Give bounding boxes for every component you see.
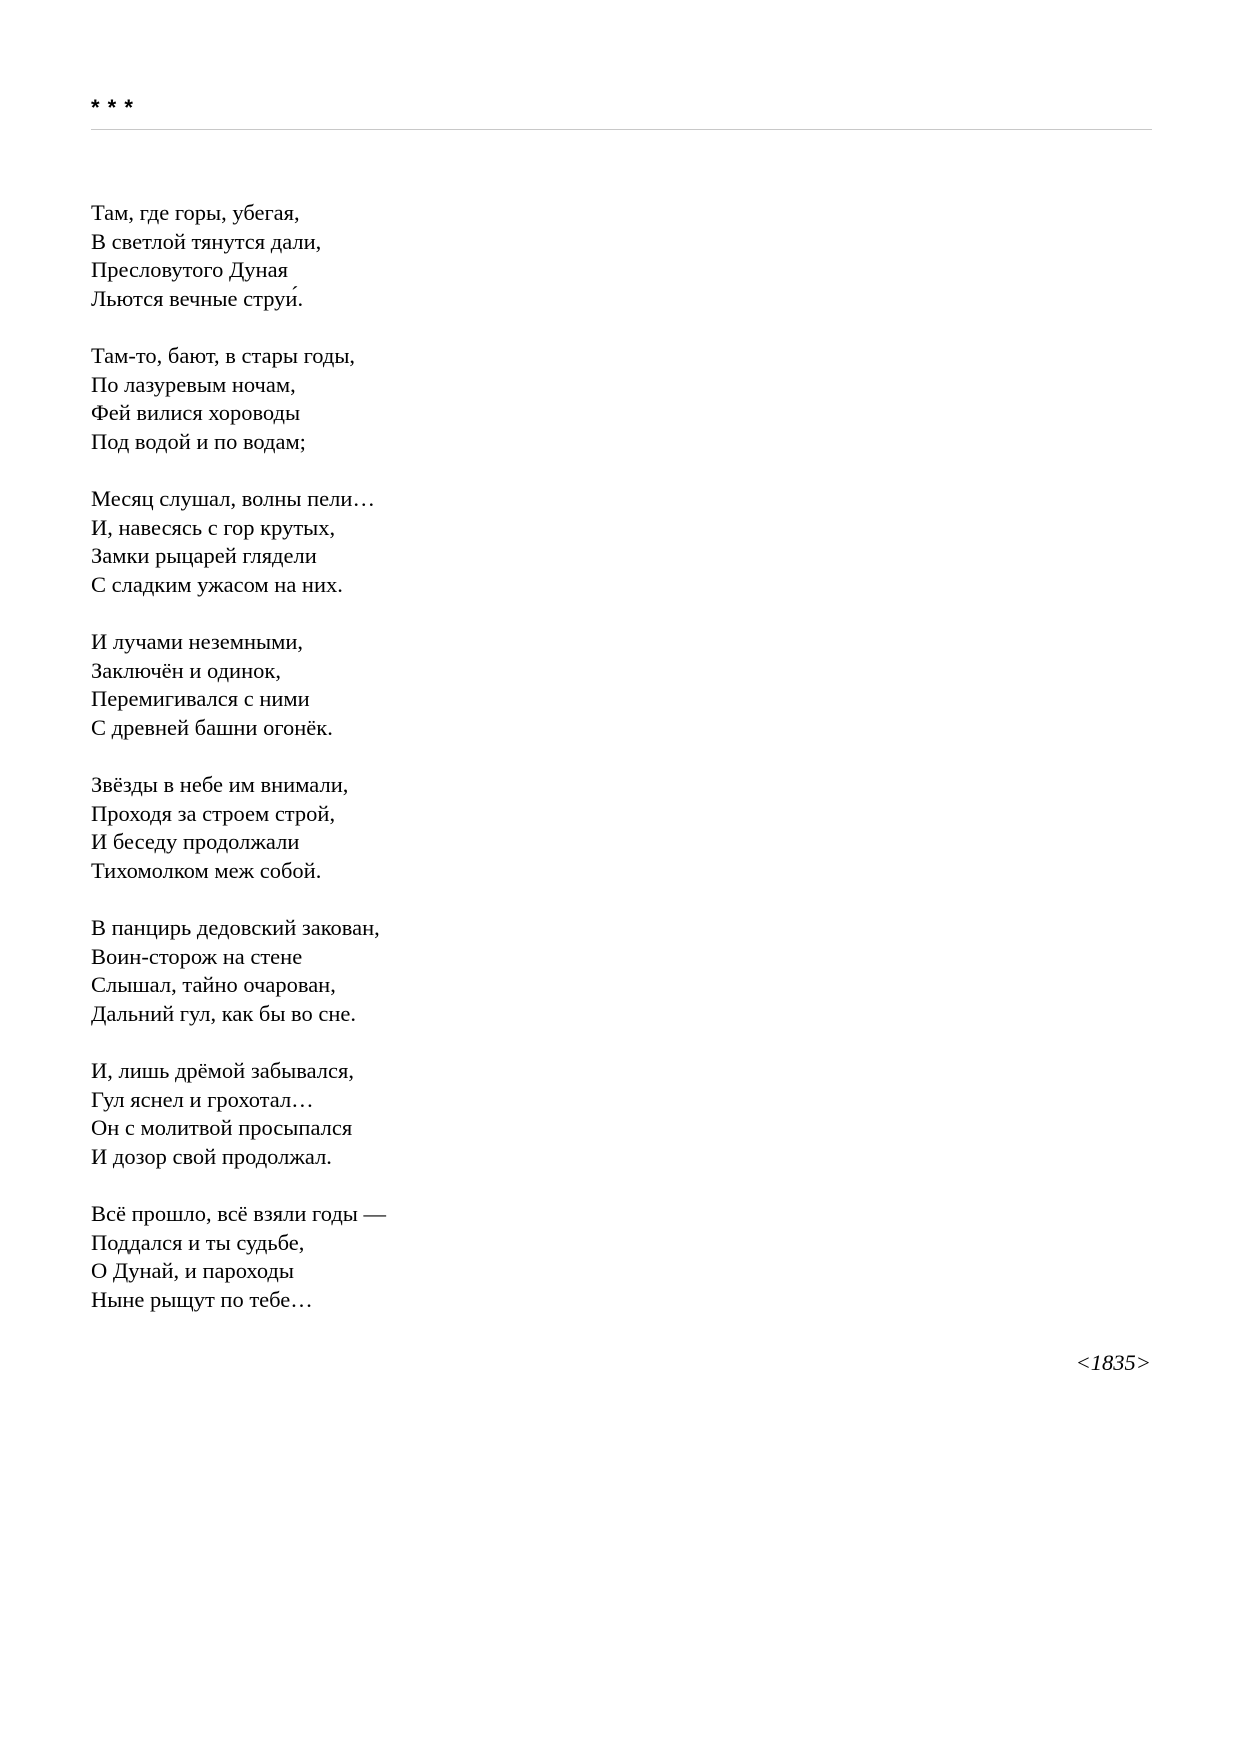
poem-date: <1835> xyxy=(1075,1350,1151,1375)
poem-line: Там, где горы, убегая, xyxy=(91,200,300,225)
stanza-1 xyxy=(91,199,1091,313)
poem-line: И, лишь дрёмой забывался, xyxy=(91,1058,354,1083)
poem-line: В панцирь дедовский закован, xyxy=(91,915,380,940)
poem-line: Тихомолком меж собой. xyxy=(91,857,322,883)
poem-line: И, навесясь с гор крутых, xyxy=(91,514,336,540)
poem-line: С сладким ужасом на них. xyxy=(91,571,343,597)
poem-line: Перемигивался с ними xyxy=(91,686,310,711)
poem-line: Пресловутого Дуная xyxy=(91,257,288,282)
poem-line: По лазуревым ночам, xyxy=(91,371,296,397)
poem-line: Ныне рыщут по тебе… xyxy=(91,1286,313,1312)
poem-line: Дальний гул, как бы во сне. xyxy=(91,1000,357,1026)
poem-line: Льются вечные струи́. xyxy=(91,285,304,311)
poem-line: Он с молитвой просыпался xyxy=(91,1115,353,1140)
poem-title: * * * xyxy=(91,95,134,120)
stanza-8 xyxy=(91,1200,1091,1314)
poem-body xyxy=(91,199,1091,1343)
stanza-5 xyxy=(91,771,1091,885)
stanza-6 xyxy=(91,914,1091,1028)
poem-line: Месяц слушал, волны пели… xyxy=(91,486,375,511)
poem-line: И лучами неземными, xyxy=(91,629,304,654)
poem-line: С древней башни огонёк. xyxy=(91,714,333,740)
poem-line: Гул яснел и грохотал… xyxy=(91,1086,314,1112)
poem-line: Заключён и одинок, xyxy=(91,657,281,683)
stanza-4 xyxy=(91,628,1091,742)
poem-line: Проходя за строем строй, xyxy=(91,800,336,826)
header-divider xyxy=(91,129,1152,130)
poem-line: Звёзды в небе им внимали, xyxy=(91,772,349,797)
poem-line: Фей вилися хороводы xyxy=(91,400,301,425)
poem-line: О Дунай, и пароходы xyxy=(91,1258,294,1283)
poem-line: И дозор свой продолжал. xyxy=(91,1143,332,1169)
poem-line: Поддался и ты судьбе, xyxy=(91,1229,305,1255)
stanza-3 xyxy=(91,485,1091,599)
poem-line: И беседу продолжали xyxy=(91,829,300,854)
poem-line: Замки рыцарей глядели xyxy=(91,543,317,568)
stanza-2 xyxy=(91,342,1091,456)
poem-line: Воин-сторож на стене xyxy=(91,943,303,969)
poem-line: Слышал, тайно очарован, xyxy=(91,972,336,997)
poem-line: Под водой и по водам; xyxy=(91,428,306,454)
stanza-7 xyxy=(91,1057,1091,1171)
poem-line: Там-то, бают, в стары годы, xyxy=(91,343,356,368)
poem-line: В светлой тянутся дали, xyxy=(91,228,322,254)
poem-line: Всё прошло, всё взяли годы — xyxy=(91,1201,387,1226)
